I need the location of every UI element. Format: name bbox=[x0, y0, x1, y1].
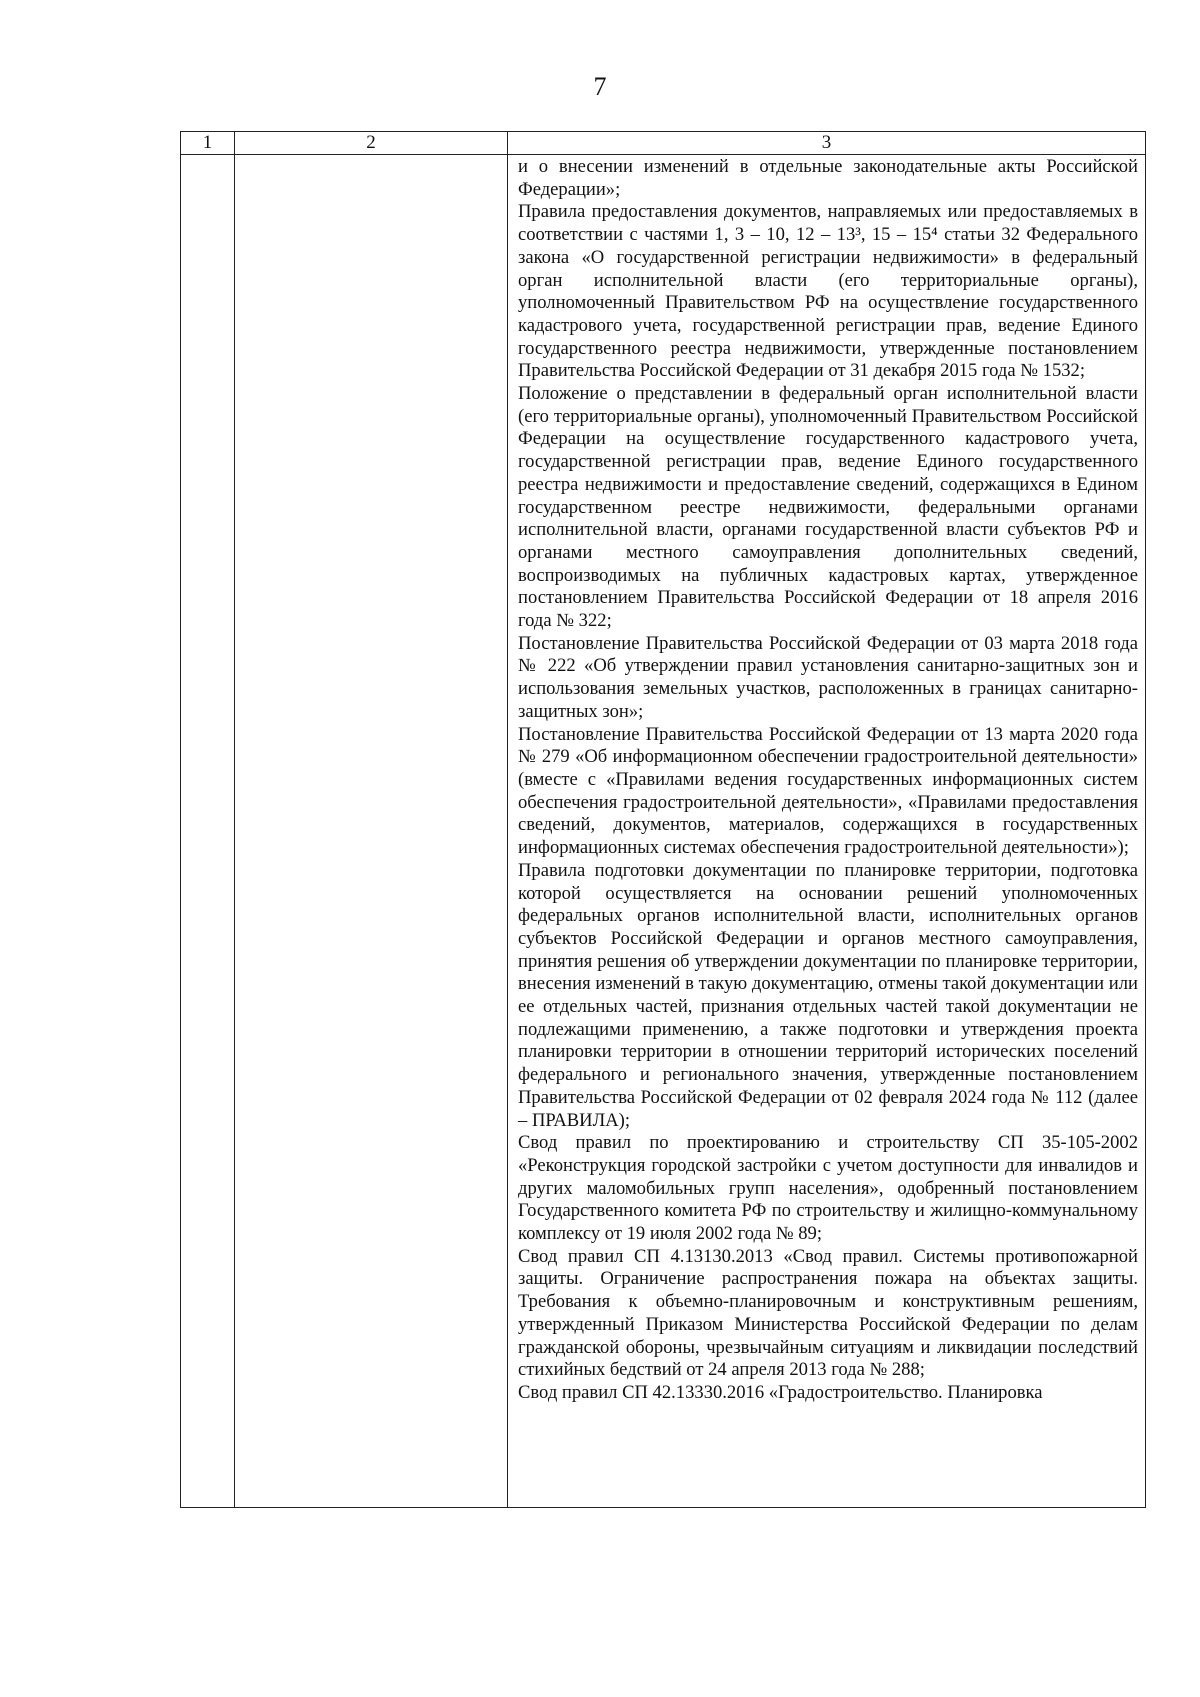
paragraph-decree-279: Постановление Правительства Российской Федерации от 13 марта 2020 года № 279 «Об информационном обеспечении градостроительной деятельности» (вместе с «Правилами ведения государственных информационных систем обеспечения градостроительной деятельности», «Правилами предоставления сведений, документов, материалов, содержащихся в государственных информационных системах обеспечения градостроительной деятельности»); bbox=[518, 723, 1138, 859]
table-row bbox=[181, 155, 1146, 1508]
paragraph-federal-law-ending: и о внесении изменений в отдельные законодательные акты Российской Федерации»; bbox=[518, 156, 1138, 200]
column-header-2: 2 bbox=[235, 132, 508, 155]
column-3-content bbox=[508, 155, 1145, 1405]
document-table bbox=[180, 131, 1146, 1508]
paragraph-decree-222: Постановление Правительства Российской Федерации от 03 марта 2018 года № 222 «Об утверждении правил установления санитарно-защитных зон и использования земельных участков, расположенных в границах санитарно-защитных зон»; bbox=[518, 632, 1138, 722]
paragraph-document-rules: Правила предоставления документов, направляемых или предоставляемых в соответствии с частями 1, 3 – 10, 12 – 13³, 15 – 15⁴ статьи 32 Федерального закона «О государственной регистрации недвижимости» в федеральный орган исполнительной власти (его территориальные органы), уполномоченный Правительством РФ на осуществление государственного кадастрового учета, государственной регистрации прав, ведение Единого государственного реестра недвижимости, утвержденные постановлением Правительства Российской Федерации от 31 декабря 2015 года № 1532; bbox=[518, 201, 1138, 382]
cell-column-3 bbox=[508, 155, 1146, 1508]
paragraph-sp-42-13330-2016: Свод правил СП 42.13330.2016 «Градостроительство. Планировка bbox=[518, 1381, 1043, 1403]
paragraph-sp-35-105-2002: Свод правил по проектированию и строительству СП 35-105-2002 «Реконструкция городской застройки с учетом доступности для инвалидов и других маломобильных групп населения», одобренный постановлением Государственного комитета РФ по строительству и жилищно-коммунальному комплексу от 19 июля 2002 года № 89; bbox=[518, 1132, 1138, 1245]
cell-column-2 bbox=[235, 155, 508, 1508]
column-header-1: 1 bbox=[181, 132, 235, 155]
paragraph-planning-rules: Правила подготовки документации по планировке территории, подготовка которой осуществляется на основании решений уполномоченных федеральных органов исполнительной власти, исполнительных органов субъектов Российской Федерации и органов местного самоуправления, принятия решения об утверждении документации по планировке территории, внесения изменений в такую документацию, отмены такой документации или ее отдельных частей, признания отдельных частей такой документации не подлежащими применению, а также подготовки и утверждения проекта планировки территории в отношении территорий исторических поселений федерального и регионального значения, утвержденные постановлением Правительства Российской Федерации от 02 февраля 2024 года № 112 (далее – ПРАВИЛА); bbox=[518, 859, 1138, 1131]
table-header-row bbox=[181, 132, 1146, 155]
page-number: 7 bbox=[593, 72, 607, 101]
paragraph-sp-4-13130-2013: Свод правил СП 4.13130.2013 «Свод правил. Системы противопожарной защиты. Ограничение распространения пожара на объектах защиты. Требования к объемно-планировочным и конструктивным решениям, утвержденный Приказом Министерства Российской Федерации по делам гражданской обороны, чрезвычайным ситуациям и ликвидации последствий стихийных бедствий от 24 апреля 2013 года № 288; bbox=[518, 1245, 1138, 1381]
paragraph-regulation-cadastral-maps: Положение о представлении в федеральный орган исполнительной власти (его территориальные органы), уполномоченный Правительством Российской Федерации на осуществление государственного кадастрового учета, государственной регистрации прав, ведение Единого государственного реестра недвижимости и предоставление сведений, содержащихся в Едином государственном реестре недвижимости, федеральными органами исполнительной власти, органами государственной власти субъектов РФ и органами местного самоуправления дополнительных сведений, воспроизводимых на публичных кадастровых картах, утвержденное постановлением Правительства Российской Федерации от 18 апреля 2016 года № 322; bbox=[518, 383, 1138, 632]
column-header-3: 3 bbox=[508, 132, 1146, 155]
cell-column-1 bbox=[181, 155, 235, 1508]
